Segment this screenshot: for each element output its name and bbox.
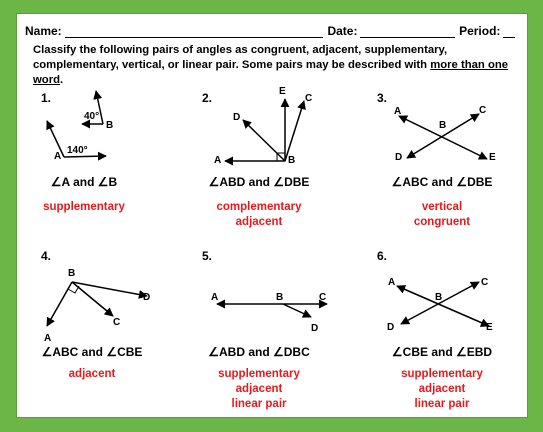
- problem-3-point-d: D: [395, 152, 403, 163]
- problem-2-point-d: D: [233, 112, 241, 123]
- problem-6-answer-1: supplementary: [401, 368, 483, 380]
- problem-1-angle-b-label: 40°: [84, 111, 100, 122]
- problem-2-point-e: E: [279, 86, 286, 97]
- problem-3-answer-1: vertical: [421, 201, 463, 213]
- problem-6-answer-3: linear pair: [414, 398, 470, 410]
- problem-1-caption: ∠A and ∠B: [50, 175, 118, 189]
- problem-6-line-dc: [401, 282, 479, 324]
- problem-6-answer-2: adjacent: [418, 383, 466, 395]
- problem-6-number: 6.: [377, 249, 388, 263]
- problem-6-caption: ∠CBE and ∠EBD: [391, 345, 493, 359]
- period-label: Period:: [459, 24, 501, 38]
- problem-4-answer-1: adjacent: [68, 368, 116, 380]
- problem-4-number: 4.: [41, 249, 52, 263]
- worksheet: [17, 14, 527, 417]
- problem-4-caption: ∠ABC and ∠CBE: [41, 345, 143, 359]
- problem-1-point-a: A: [54, 151, 62, 162]
- problem-2-point-c: C: [305, 93, 313, 104]
- problem-3-number: 3.: [377, 91, 388, 105]
- instructions-emphasis: more than one word: [33, 59, 509, 86]
- problem-5-caption: ∠ABD and ∠DBC: [208, 345, 310, 359]
- problem-5-answer-2: adjacent: [235, 383, 283, 395]
- instructions-end: .: [60, 74, 64, 86]
- problem-1-answer-1: supplementary: [43, 201, 125, 213]
- problem-1-number: 1.: [41, 91, 52, 105]
- problem-2-caption: ∠ABD and ∠DBE: [208, 175, 310, 189]
- problem-4-point-d: D: [143, 292, 151, 303]
- problem-2-point-a: A: [214, 155, 222, 166]
- problem-5-answer-3: linear pair: [231, 398, 287, 410]
- problem-5-number: 5.: [202, 249, 213, 263]
- problem-3-point-a: A: [394, 106, 402, 117]
- problem-4-point-a: A: [44, 333, 52, 344]
- problem-6-line-ae: [397, 286, 489, 326]
- problem-5-answer-1: supplementary: [218, 368, 300, 380]
- name-label: Name:: [25, 24, 62, 38]
- problem-3-point-c: C: [479, 105, 487, 116]
- problem-2-number: 2.: [202, 91, 213, 105]
- problem-6-point-b: B: [435, 292, 443, 303]
- problem-6-point-d: D: [387, 322, 395, 333]
- problem-1-angle-a-label: 140°: [67, 145, 88, 156]
- problem-2-point-b: B: [288, 155, 296, 166]
- problem-3-point-b: B: [439, 120, 447, 131]
- problem-3-point-e: E: [489, 152, 496, 163]
- problem-4-point-b: B: [68, 268, 76, 279]
- problem-4-point-c: C: [113, 317, 121, 328]
- problem-5-point-a: A: [211, 292, 219, 303]
- problem-3-answer-2: congruent: [413, 216, 471, 228]
- instructions-text: Classify the following pairs of angles as congruent, adjacent, supplementary, complementary, vertical, or linear pair. Some pairs may be described with: [33, 44, 448, 71]
- problem-2-answer-2: adjacent: [235, 216, 283, 228]
- problem-6-point-e: E: [486, 322, 493, 333]
- problem-5-point-b: B: [276, 292, 284, 303]
- problem-6-point-a: A: [388, 277, 396, 288]
- problem-6-point-c: C: [481, 277, 489, 288]
- problem-3-caption: ∠ABC and ∠DBE: [391, 175, 493, 189]
- date-label: Date:: [327, 24, 358, 38]
- problem-2-answer-1: complementary: [216, 201, 302, 213]
- problem-5-point-c: C: [319, 292, 327, 303]
- problem-5-point-d: D: [311, 323, 319, 334]
- problem-1-point-b: B: [106, 120, 114, 131]
